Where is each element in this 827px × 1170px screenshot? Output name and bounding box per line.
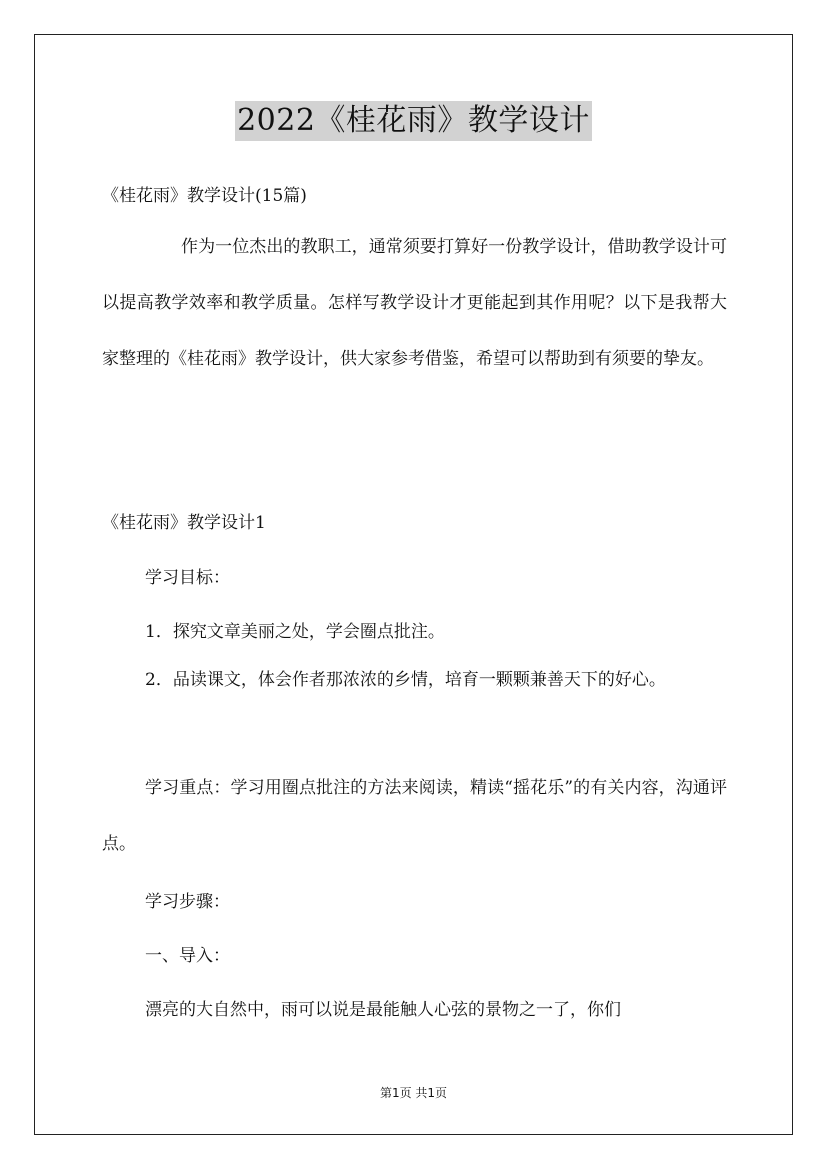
goal-item-1: 1．探究文章美丽之处，学会圈点批注。: [145, 622, 445, 642]
section-heading: 《桂花雨》教学设计1: [102, 513, 266, 533]
page-footer: 第1页 共1页: [379, 1086, 448, 1100]
intro-paragraph: 作为一位杰出的教职工，通常须要打算好一份教学设计，借助教学设计可以提高教学效率和教学质量。怎样写教学设计才更能起到其作用呢？以下是我帮大家整理的《桂花雨》教学设计，供大家参考借鉴，希望可以帮助到有须要的挚友。: [102, 237, 727, 369]
steps-label: 学习步骤：: [145, 892, 230, 912]
title-container: [0, 101, 827, 141]
document-subtitle: 《桂花雨》教学设计(15篇): [102, 186, 307, 206]
step-1-label: 一、导入：: [145, 946, 230, 966]
goal-item-2: 2．品读课文，体会作者那浓浓的乡情，培育一颗颗兼善天下的好心。: [145, 670, 666, 690]
document-title: 2022《桂花雨》教学设计: [235, 101, 592, 141]
goals-label: 学习目标：: [145, 568, 230, 588]
step-1-text: 漂亮的大自然中，雨可以说是最能触人心弦的景物之一了，你们: [145, 1000, 621, 1020]
key-points-paragraph: 学习重点：学习用圈点批注的方法来阅读，精读“摇花乐”的有关内容，沟通评点。: [102, 778, 727, 854]
